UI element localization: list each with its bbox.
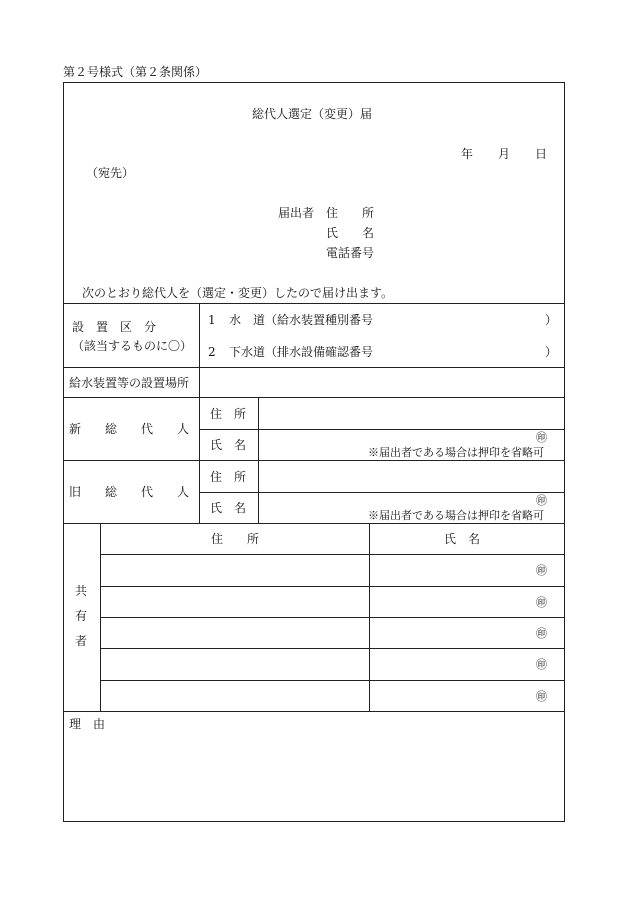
notifier-phone-label: 電話番号	[326, 246, 375, 260]
location-field[interactable]	[200, 368, 564, 396]
classification-option-close: ）	[545, 345, 558, 359]
co-owner-address-field[interactable]	[101, 681, 368, 710]
reason-label: 理 由	[69, 717, 106, 731]
co-owner-address-field[interactable]	[101, 618, 368, 647]
reason-field[interactable]	[64, 735, 564, 821]
date-month-label: 月	[498, 147, 511, 161]
co-owners-label-char: 有	[75, 609, 88, 623]
classification-option-number: 2	[208, 345, 216, 359]
new-representative-label: 新 総 代 人	[69, 422, 190, 436]
notifier-address-label: 住 所	[326, 206, 375, 220]
co-owners-address-header: 住 所	[211, 532, 260, 546]
new-rep-name-label: 氏 名	[210, 438, 247, 452]
classification-label: 設 置 区 分	[72, 320, 157, 334]
co-owner-address-field[interactable]	[101, 555, 368, 585]
form-title: 総代人選定（変更）届	[252, 107, 373, 121]
new-rep-address-label: 住 所	[210, 407, 247, 421]
co-owner-name-field[interactable]	[370, 587, 564, 616]
divider-line	[63, 523, 565, 524]
old-rep-name-label: 氏 名	[210, 501, 247, 515]
old-rep-seal-note: ※届出者である場合は押印を省略可	[368, 509, 544, 522]
co-owner-address-field[interactable]	[101, 587, 368, 616]
classification-option-number: 1	[208, 313, 216, 327]
co-owners-label-char: 共	[75, 584, 88, 598]
co-owner-seal-mark: ㊞	[536, 596, 547, 609]
classification-sublabel: （該当するものに〇）	[72, 339, 193, 353]
new-rep-seal-note: ※届出者である場合は押印を省略可	[368, 446, 544, 459]
co-owner-name-field[interactable]	[370, 618, 564, 647]
co-owner-name-field[interactable]	[370, 555, 564, 585]
co-owner-name-field[interactable]	[370, 681, 564, 710]
co-owners-name-header: 氏 名	[444, 532, 481, 546]
date-year-label: 年	[461, 147, 474, 161]
co-owner-seal-mark: ㊞	[536, 690, 547, 703]
classification-option-sewer[interactable]: 下水道（排水設備確認番号	[229, 345, 374, 359]
divider-line	[63, 711, 565, 712]
divider-line	[63, 303, 565, 304]
co-owner-name-field[interactable]	[370, 649, 564, 679]
addressee: （宛先）	[86, 166, 135, 180]
classification-option-water[interactable]: 水 道（給水装置種別番号	[229, 313, 374, 327]
new-rep-seal-mark: ㊞	[536, 431, 547, 444]
location-label: 給水装置等の設置場所	[69, 376, 190, 390]
old-rep-address-field[interactable]	[259, 461, 564, 491]
co-owner-seal-mark: ㊞	[536, 658, 547, 671]
notifier-label: 届出者	[278, 206, 315, 220]
form-number: 第２号様式（第２条関係）	[63, 65, 208, 79]
old-representative-label: 旧 総 代 人	[69, 485, 190, 499]
divider-line	[199, 303, 200, 523]
co-owner-seal-mark: ㊞	[536, 564, 547, 577]
notifier-name-label: 氏 名	[326, 226, 375, 240]
date-day-label: 日	[535, 147, 548, 161]
old-rep-seal-mark: ㊞	[536, 494, 547, 507]
new-rep-address-field[interactable]	[259, 398, 564, 428]
old-rep-address-label: 住 所	[210, 470, 247, 484]
statement: 次のとおり総代人を（選定・変更）したので届け出ます。	[82, 286, 394, 300]
co-owner-address-field[interactable]	[101, 649, 368, 679]
co-owners-label-char: 者	[75, 634, 88, 648]
classification-option-close: ）	[545, 313, 558, 327]
co-owner-seal-mark: ㊞	[536, 627, 547, 640]
